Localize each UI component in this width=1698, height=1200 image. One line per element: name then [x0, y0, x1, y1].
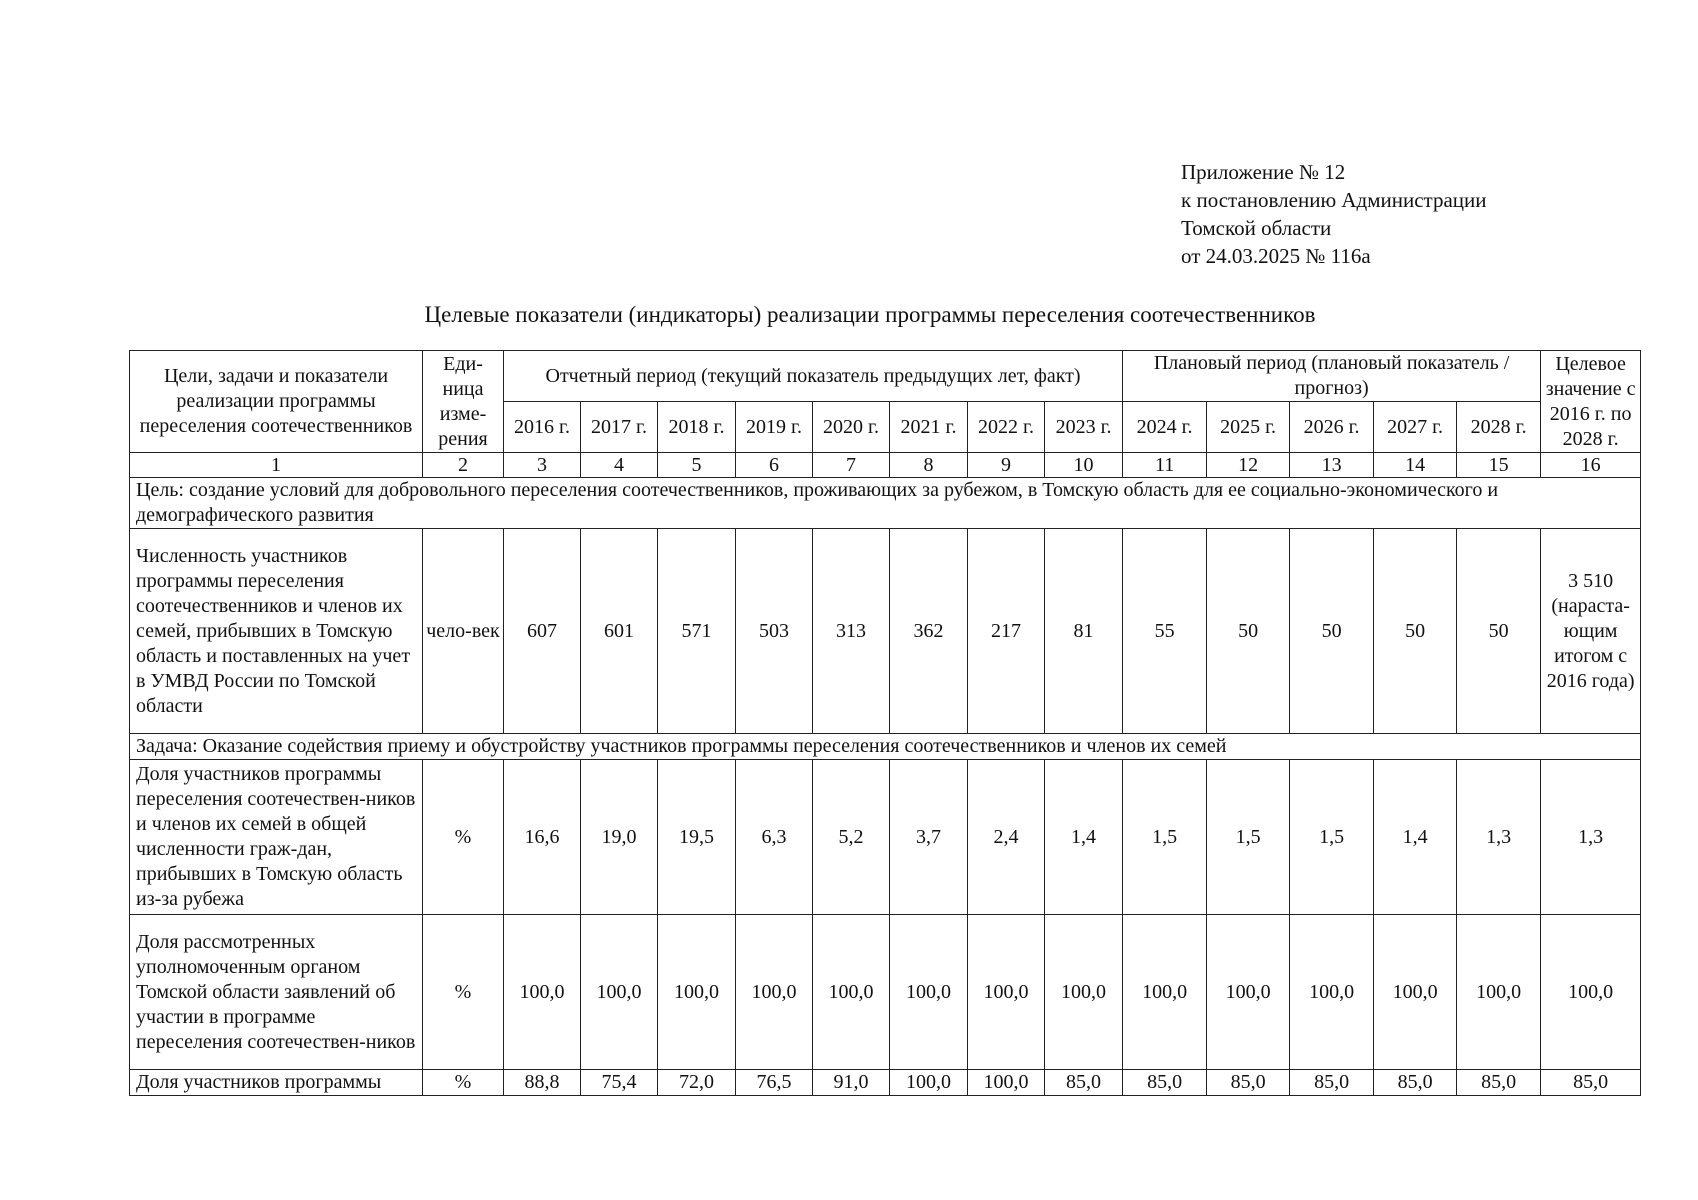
indicator-name: Доля рассмотренных уполномоченным органом Томской области заявлений об участии в программе переселения соотечествен-ников — [130, 915, 423, 1070]
value-cell: 100,0 — [581, 915, 658, 1070]
value-cell: 100,0 — [504, 915, 581, 1070]
value-cell: 362 — [890, 529, 968, 734]
value-cell: 1,3 — [1457, 760, 1541, 915]
column-number: 3 — [504, 453, 581, 478]
value-cell: 85,0 — [1045, 1070, 1123, 1096]
value-cell: 100,0 — [890, 915, 968, 1070]
value-cell: 217 — [968, 529, 1045, 734]
value-cell: 19,0 — [581, 760, 658, 915]
annex-line: от 24.03.2025 № 116а — [1181, 244, 1371, 268]
target-cell: 3 510 (нараста-ющим итогом с 2016 года) — [1541, 529, 1641, 734]
year-cell: 2027 г. — [1374, 402, 1457, 453]
value-cell: 1,5 — [1290, 760, 1374, 915]
value-cell: 88,8 — [504, 1070, 581, 1096]
column-number: 8 — [890, 453, 968, 478]
document-title: Целевые показатели (индикаторы) реализации программы переселения соотечественников — [424, 302, 1316, 327]
year-cell: 2028 г. — [1457, 402, 1541, 453]
value-cell: 1,4 — [1374, 760, 1457, 915]
column-number: 14 — [1374, 453, 1457, 478]
column-number: 2 — [423, 453, 504, 478]
value-cell: 6,3 — [736, 760, 813, 915]
value-cell: 1,4 — [1045, 760, 1123, 915]
table-row — [130, 915, 1641, 1070]
annex-line: Томской области — [1181, 216, 1332, 240]
column-number: 6 — [736, 453, 813, 478]
target-cell: 100,0 — [1541, 915, 1641, 1070]
value-cell: 100,0 — [736, 915, 813, 1070]
value-cell: 571 — [658, 529, 736, 734]
target-cell: 1,3 — [1541, 760, 1641, 915]
value-cell: 3,7 — [890, 760, 968, 915]
indicator-name: Доля участников программы переселения соотечествен-ников и членов их семей в общей численности граж-дан, прибывших в Томскую область из-за рубежа — [130, 760, 423, 915]
year-cell: 2019 г. — [736, 402, 813, 453]
header-goals: Цели, задачи и показатели реализации программы переселения соотечественников — [130, 351, 423, 453]
value-cell: 50 — [1374, 529, 1457, 734]
header-report-period: Отчетный период (текущий показатель предыдущих лет, факт) — [504, 351, 1123, 402]
value-cell: 2,4 — [968, 760, 1045, 915]
value-cell: 91,0 — [813, 1070, 890, 1096]
table-row — [130, 760, 1641, 915]
value-cell: 85,0 — [1290, 1070, 1374, 1096]
value-cell: 85,0 — [1374, 1070, 1457, 1096]
value-cell: 1,5 — [1207, 760, 1290, 915]
value-cell: 85,0 — [1123, 1070, 1207, 1096]
header-unit: Еди-ница изме-рения — [423, 351, 504, 453]
year-cell: 2023 г. — [1045, 402, 1123, 453]
value-cell: 55 — [1123, 529, 1207, 734]
indicator-name: Доля участников программы — [130, 1070, 423, 1096]
column-number: 16 — [1541, 453, 1641, 478]
annex-line: Приложение № 12 — [1181, 160, 1346, 184]
year-cell: 2022 г. — [968, 402, 1045, 453]
table-row — [130, 529, 1641, 734]
year-cell: 2017 г. — [581, 402, 658, 453]
value-cell: 50 — [1290, 529, 1374, 734]
target-cell: 85,0 — [1541, 1070, 1641, 1096]
value-cell: 100,0 — [1290, 915, 1374, 1070]
year-cell: 2018 г. — [658, 402, 736, 453]
column-number: 15 — [1457, 453, 1541, 478]
column-numbers-row — [130, 453, 1641, 478]
column-number: 11 — [1123, 453, 1207, 478]
year-cell: 2016 г. — [504, 402, 581, 453]
value-cell: 72,0 — [658, 1070, 736, 1096]
value-cell: 100,0 — [658, 915, 736, 1070]
year-cell: 2020 г. — [813, 402, 890, 453]
indicator-name: Численность участников программы переселения соотечественников и членов их семей, прибывших в Томскую область и поставленных на учет в УМВД России по Томской области — [130, 529, 423, 734]
value-cell: 100,0 — [968, 915, 1045, 1070]
indicator-unit: % — [423, 1070, 504, 1096]
value-cell: 100,0 — [1207, 915, 1290, 1070]
task-row — [130, 734, 1641, 760]
value-cell: 5,2 — [813, 760, 890, 915]
value-cell: 100,0 — [1045, 915, 1123, 1070]
header-row — [130, 351, 1641, 402]
column-number: 7 — [813, 453, 890, 478]
year-cell: 2024 г. — [1123, 402, 1207, 453]
value-cell: 85,0 — [1207, 1070, 1290, 1096]
value-cell: 50 — [1457, 529, 1541, 734]
value-cell: 313 — [813, 529, 890, 734]
value-cell: 19,5 — [658, 760, 736, 915]
value-cell: 81 — [1045, 529, 1123, 734]
column-number: 13 — [1290, 453, 1374, 478]
value-cell: 503 — [736, 529, 813, 734]
value-cell: 85,0 — [1457, 1070, 1541, 1096]
year-cell: 2025 г. — [1207, 402, 1290, 453]
value-cell: 601 — [581, 529, 658, 734]
goal-text: Цель: создание условий для добровольного переселения соотечественников, проживающих за рубежом, в Томскую область для ее социально-экономического и демографического развития — [130, 478, 1641, 529]
column-number: 5 — [658, 453, 736, 478]
value-cell: 100,0 — [1374, 915, 1457, 1070]
value-cell: 100,0 — [813, 915, 890, 1070]
indicator-unit: % — [423, 915, 504, 1070]
indicator-unit: % — [423, 760, 504, 915]
year-cell: 2021 г. — [890, 402, 968, 453]
value-cell: 100,0 — [890, 1070, 968, 1096]
indicators-table — [129, 350, 1641, 1096]
header-plan-period: Плановый период (плановый показатель / прогноз) — [1123, 351, 1541, 402]
value-cell: 50 — [1207, 529, 1290, 734]
header-target: Целевое значение с 2016 г. по 2028 г. — [1541, 351, 1641, 453]
value-cell: 607 — [504, 529, 581, 734]
column-number: 12 — [1207, 453, 1290, 478]
annex-block — [1181, 158, 1487, 270]
column-number: 10 — [1045, 453, 1123, 478]
column-number: 9 — [968, 453, 1045, 478]
value-cell: 16,6 — [504, 760, 581, 915]
indicator-unit: чело-век — [423, 529, 504, 734]
table-row — [130, 1070, 1641, 1096]
task-text: Задача: Оказание содействия приему и обустройству участников программы переселения соотечественников и членов их семей — [130, 734, 1641, 760]
value-cell: 75,4 — [581, 1070, 658, 1096]
value-cell: 100,0 — [1123, 915, 1207, 1070]
annex-line: к постановлению Администрации — [1181, 188, 1487, 212]
value-cell: 1,5 — [1123, 760, 1207, 915]
column-number: 1 — [130, 453, 423, 478]
column-number: 4 — [581, 453, 658, 478]
goal-row — [130, 478, 1641, 529]
year-cell: 2026 г. — [1290, 402, 1374, 453]
value-cell: 100,0 — [968, 1070, 1045, 1096]
value-cell: 76,5 — [736, 1070, 813, 1096]
value-cell: 100,0 — [1457, 915, 1541, 1070]
